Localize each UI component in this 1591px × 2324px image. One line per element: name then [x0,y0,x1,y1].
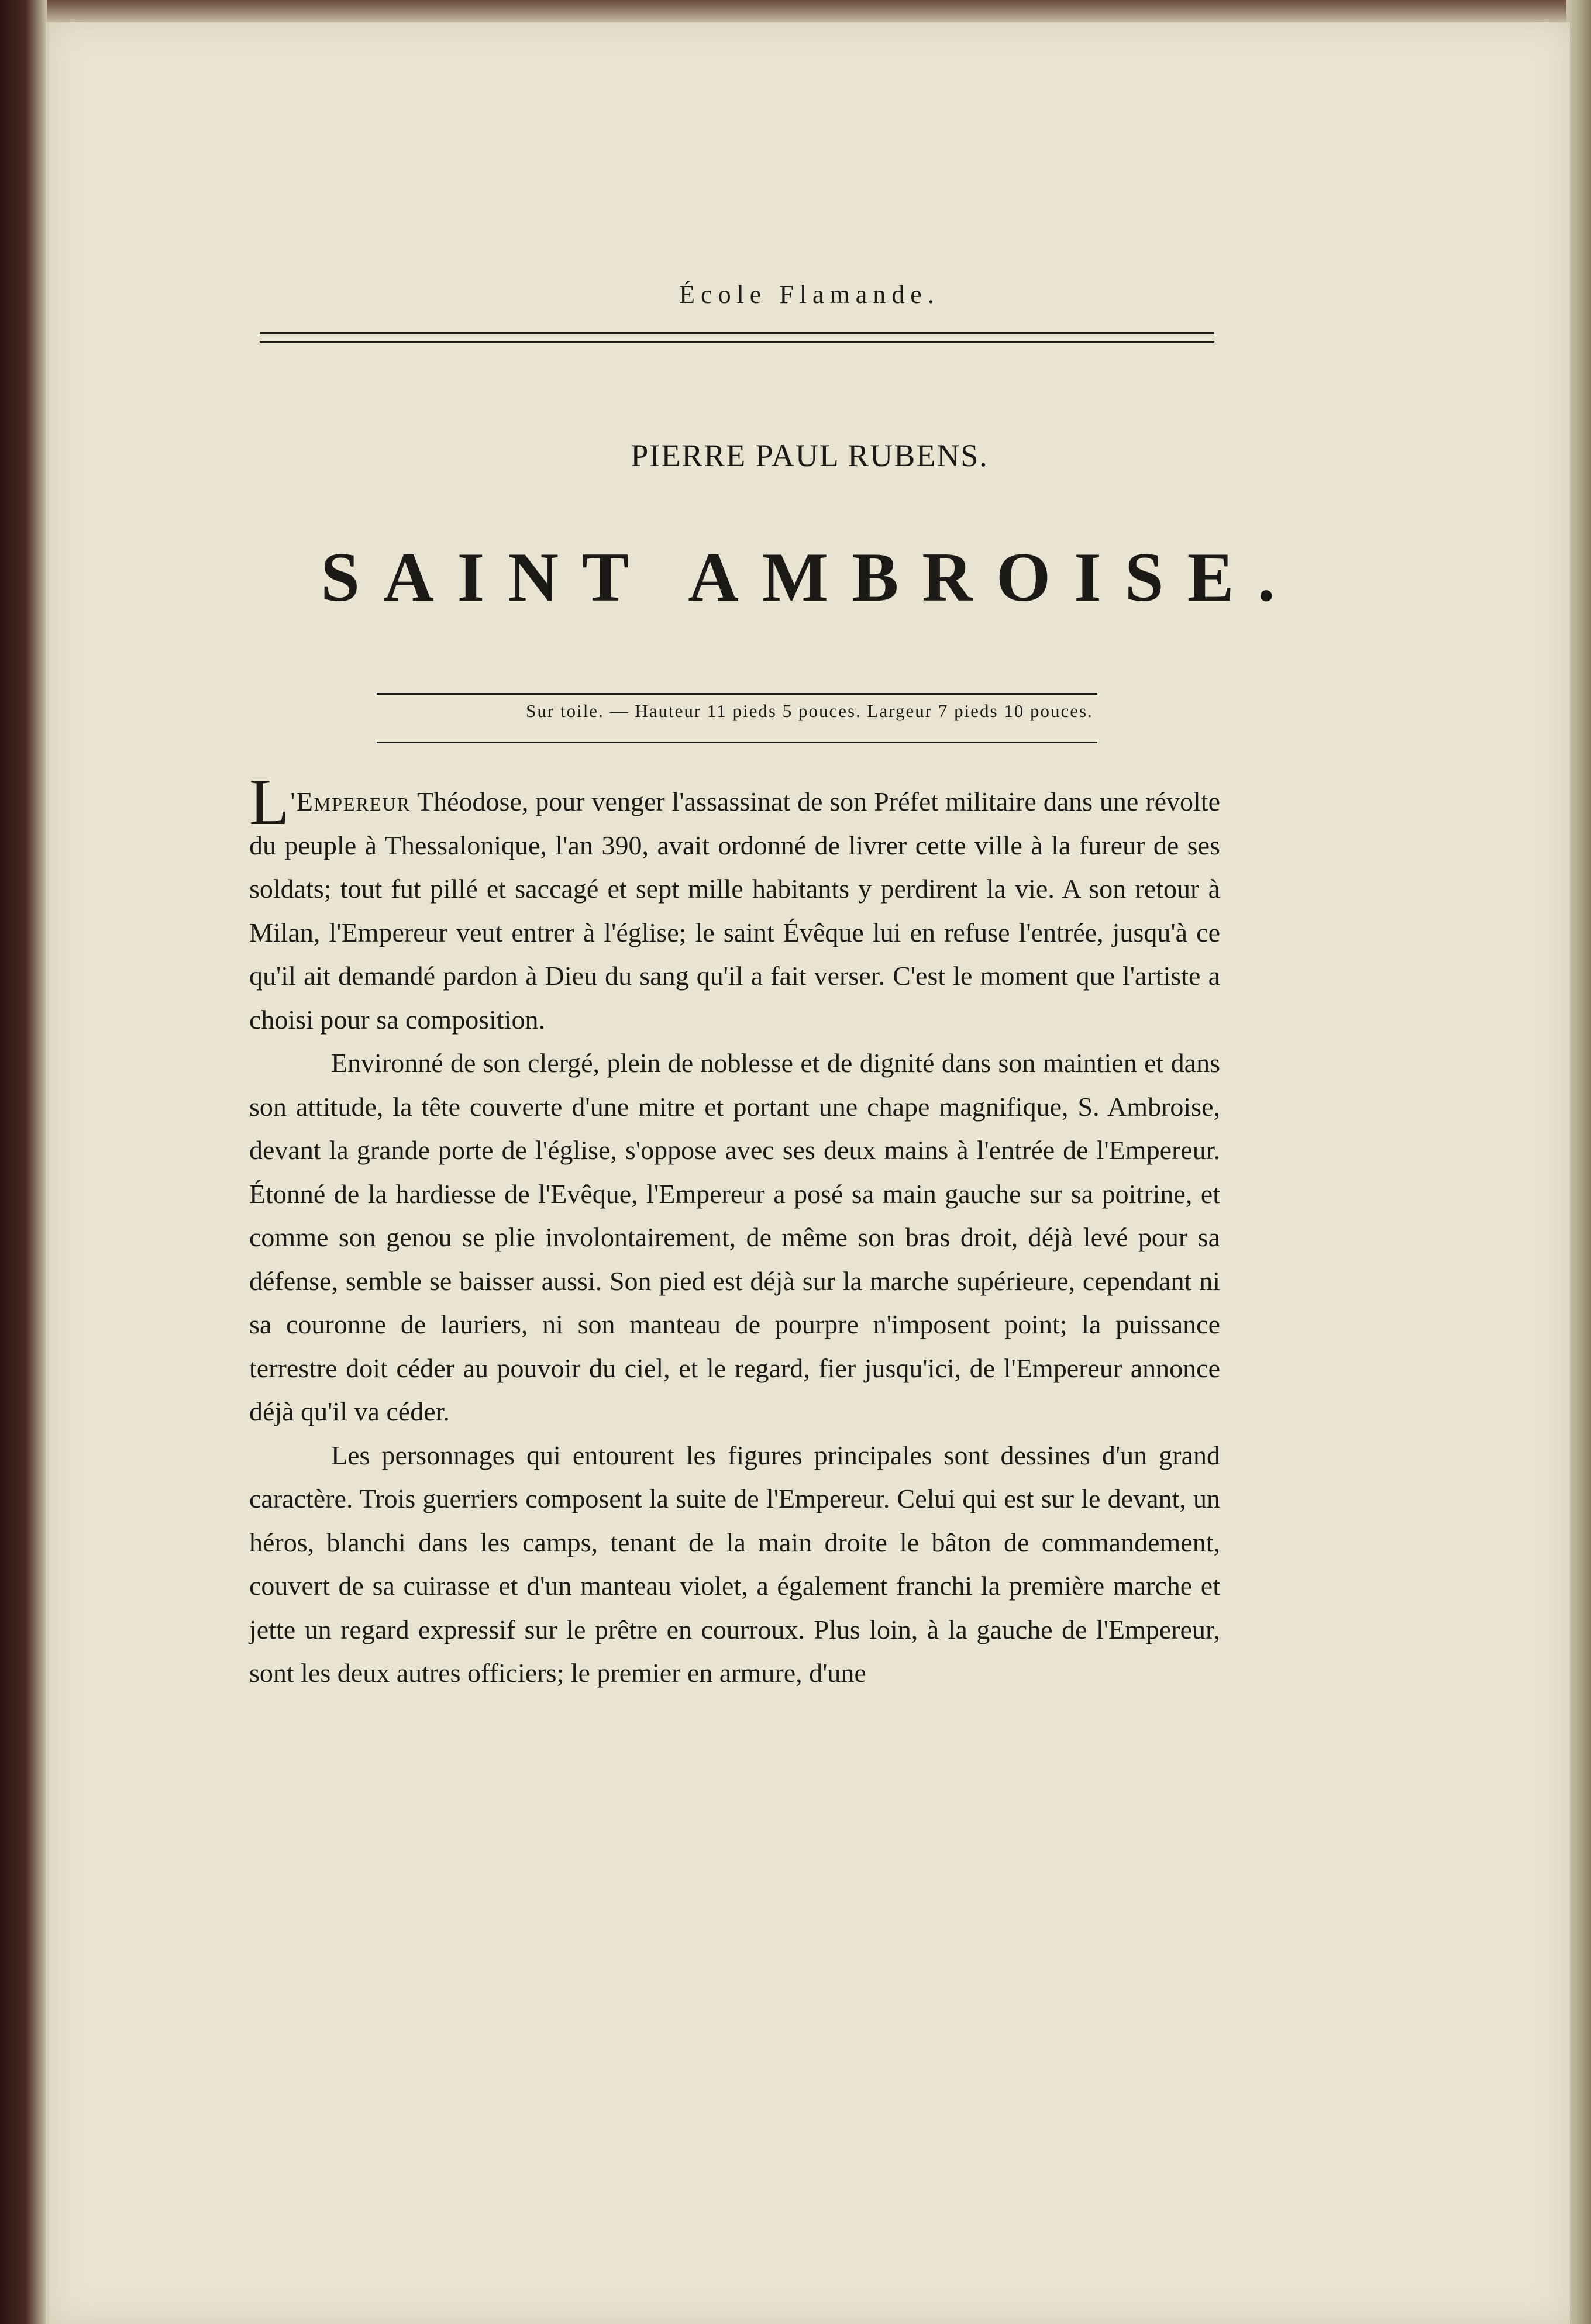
header-double-rule [260,332,1214,343]
paragraph-2: Environné de son clergé, plein de noblesse et de dignité dans son maintien et dans son attitude, la tête couverte d'une mitre et portant une chape magnifique, S. Ambroise, devant la grande porte de l'église, s'oppose avec ses deux mains à l'entrée de l'Empereur. Étonné de la hardiesse de l'Evêque, l'Empereur a posé sa main gauche sur sa poitrine, et comme son genou se plie involontairement, de même son bras droit, déjà levé pour sa défense, semble se baisser aussi. Son pied est déjà sur la marche supérieure, cependant ni sa couronne de lauriers, ni son manteau de pourpre n'imposent point; la puissance terrestre doit céder au pouvoir du ciel, et le regard, fier jusqu'ici, de l'Empereur annonce déjà qu'il va céder. [249,1048,1220,1426]
drop-cap: L [249,766,290,839]
paragraph-3: Les personnages qui entourent les figures principales sont dessines d'un grand caractère. Trois guerriers composent la suite de l'Empereur. Celui qui est sur le devant, un héros, blanchi dans les camps, tenant de la main droite le bâton de commandement, couvert de sa cuirasse et d'un manteau violet, a également franchi la première marche et jette un regard expressif sur le prêtre en courroux. Plus loin, à la gauche de l'Empereur, sont les deux autres officiers; le premier en armure, d'une [249,1440,1220,1688]
opening-small-caps: 'Empereur [290,787,411,816]
dimensions-rule-top [377,693,1097,695]
dimensions-rule-bottom [377,742,1097,743]
artist-name: PIERRE PAUL RUBENS. [631,438,989,473]
artwork-dimensions: Sur toile. — Hauteur 11 pieds 5 pouces. Largeur 7 pieds 10 pouces. [526,701,1093,721]
artwork-title: SAINT AMBROISE. [321,538,1299,616]
paragraph-1-text: Théodose, pour venger l'assassinat de son Préfet militaire dans une révolte du peuple à Thessalonique, l'an 390, avait ordonné de livrer cette ville à la fureur de ses soldats; tout fut pillé et saccagé et sept mille habitants y perdirent la vie. A son retour à Milan, l'Empereur veut entrer à l'église; le saint Évêque lui en refuse l'entrée, jusqu'à ce qu'il ait demandé pardon à Dieu du sang qu'il a fait verser. C'est le moment que l'artiste a choisi pour sa composition. [249,787,1220,1035]
running-head: École Flamande. [679,280,940,309]
page-right-edge [1566,0,1591,2324]
body-text [249,766,1220,1695]
book-page [46,22,1570,2324]
book-binding [0,0,47,2324]
page-top-edge [47,0,1591,23]
paragraph-1 [249,766,1220,1042]
